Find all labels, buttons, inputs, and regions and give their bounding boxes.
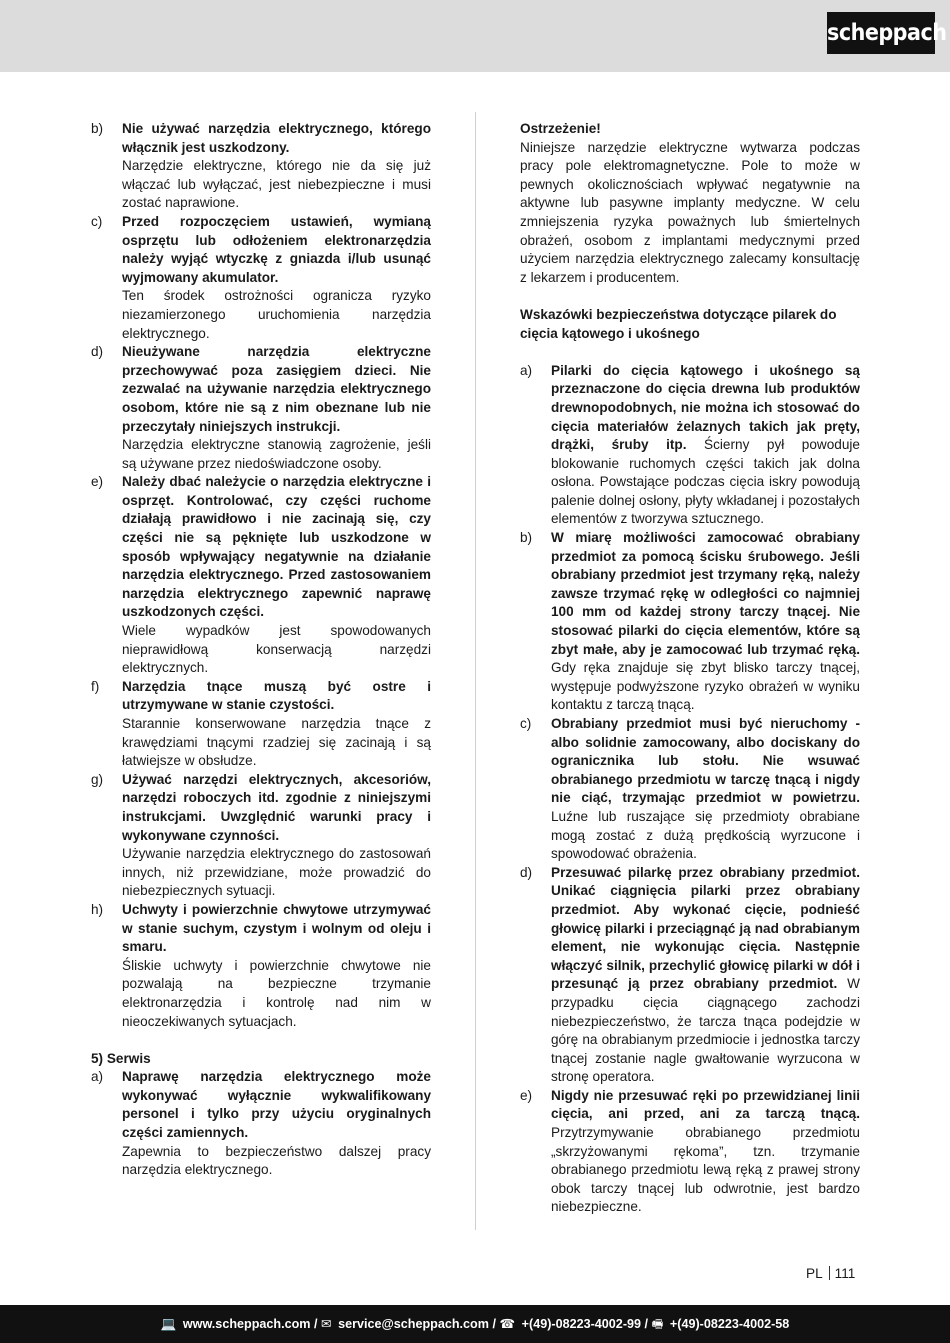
item-label: h) — [91, 901, 104, 917]
item-text: Narzędzie elektryczne, którego nie da się już włączać lub wyłączać, jest niebezpieczne i musi zostać naprawione. — [122, 158, 431, 211]
list-item — [520, 529, 860, 715]
page-lang: PL — [806, 1266, 823, 1281]
item-label: d) — [91, 344, 104, 360]
right-column — [520, 120, 860, 1217]
list-item — [520, 715, 860, 864]
item-text: Używanie narzędzia elektrycznego do zastosowań innych, niż przewidziane, może prowadzić do niebezpiecznych sytuacji. — [122, 846, 431, 899]
page-number — [806, 1266, 855, 1281]
item-heading: Narzędzia tnące muszą być ostre i utrzymywane w stanie czystości. — [122, 678, 431, 713]
item-text: Starannie konserwowane narzędzia tnące z krawędziami tnącymi rzadziej się zacinają i są łatwiejsze w obsłudze. — [122, 716, 431, 769]
item-label: e) — [91, 474, 104, 490]
item-label: f) — [91, 678, 100, 694]
list-item — [91, 901, 431, 1031]
item-heading: Nieużywane narzędzia elektryczne przechowywać poza zasięgiem dzieci. Nie zezwalać na używanie narzędzia elektrycznego osobom, które nie są z nim obeznane lub nie przeczytały niniejszych instrukcji. — [122, 344, 431, 434]
item-heading: Nie używać narzędzia elektrycznego, którego włącznik jest uszkodzony. — [122, 121, 431, 155]
list-item — [91, 678, 431, 771]
warning-text: Niniejsze narzędzie elektryczne wytwarza podczas pracy pole elektromagnetyczne. Pole to może w pewnych okolicznościach wpływać negatywnie na aktywne lub pasywne implanty medyczne. W celu zmniejszenia ryzyka poważnych lub śmiertelnych obrażeń, osobom z implantami medycznymi przed użyciem narzędzia elektrycznego zalecamy konsultację z lekarzem i producentem. — [520, 139, 860, 285]
page-num: 111 — [834, 1266, 856, 1281]
list-item — [91, 473, 431, 678]
item-heading: Należy dbać należycie o narzędzia elektryczne i osprzęt. Kontrolować, czy części ruchome działają prawidłowo i nie zacinają się, czy części nie są pęknięte lub uszkodzone w sposób wpływający negatywnie na działanie narzędzia elektrycznego. Przed zastosowaniem narzędzia elektrycznego zapewnić naprawę uszkodzonych części. — [122, 474, 431, 620]
column-divider — [475, 112, 476, 1230]
item-label: c) — [520, 716, 532, 731]
list-item — [91, 343, 431, 473]
list-item — [91, 213, 431, 343]
item-text: Narzędzia elektryczne stanowią zagrożenie, jeśli są używane przez niedoświadczone osoby. — [122, 437, 431, 471]
item-heading: Naprawę narzędzia elektrycznego może wykonywać wyłącznie wykwalifikowany personel i tylko przy użyciu oryginalnych części zamiennych. — [122, 1069, 431, 1141]
page-footer — [0, 1305, 950, 1343]
item-text: Gdy ręka znajduje się zbyt blisko tarczy tnącej, występuje podwyższone ryzyko obrażeń w wyniku kontaktu z tarczą tnącą. — [551, 660, 860, 713]
item-text: W przypadku cięcia ciągnącego zachodzi niebezpieczeństwo, że tarcza tnąca podejdzie w górę na obrabianym przedmiocie i jednostka tarczy tnącej zostanie nagle gwałtowanie wyrzucona w stronę operatora. — [551, 976, 860, 1085]
item-label: e) — [520, 1087, 533, 1103]
footer-phone: +(49)-08223-4002-99 / — [521, 1317, 649, 1331]
fax-icon: 🖷 — [651, 1317, 664, 1331]
left-column — [91, 120, 431, 1180]
item-label: a) — [520, 362, 533, 378]
page-header — [0, 0, 950, 72]
list-item — [91, 771, 431, 901]
list-item — [91, 1068, 431, 1180]
list-item — [520, 1087, 860, 1217]
item-heading: Przed rozpoczęciem ustawień, wymianą osprzętu lub odłożeniem elektronarzędzia należy wyjąć wtyczkę z gniazda i/lub usunąć wyjmowany akumulator. — [122, 213, 431, 285]
item-heading: Przesuwać pilarkę przez obrabiany przedmiot. Unikać ciągnięcia pilarki przez obrabiany przedmiot. Aby wykonać cięcie, podnieść głowicę pilarki i przeciągnąć ją nad obrabianym element, nie wykonując cięcia. Następnie włączyć silnik, przechylić głowicę pilarki w dół i przesunąć ją przez obrabiany przedmiot. — [551, 864, 860, 992]
section-title: 5) Serwis — [91, 1050, 151, 1066]
mail-icon: ✉ — [321, 1317, 332, 1331]
warning-title: Ostrzeżenie! — [520, 121, 601, 136]
item-heading: Używać narzędzi elektrycznych, akcesoriów, narzędzi roboczych itd. zgodnie z niniejszymi instrukcjami. Uwzględnić warunki pracy i wykonywane czynności. — [122, 771, 431, 843]
item-text: Ścierny pył powoduje blokowanie ruchomych części takich jak dolna osłona. Powstające podczas cięcia iskry powodują palenie dolnej osłony, płyty wkładanej i pozostałych elementów z tworzywa sztucznego. — [551, 437, 860, 527]
footer-email[interactable]: service@scheppach.com / — [338, 1317, 496, 1331]
item-text: Przytrzymywanie obrabianego przedmiotu „skrzyżowanymi rękoma”, tzn. trzymanie obrabianego przedmiotu lewą ręką z prawej strony obok tarczy tnącej lub odwrotnie, jest bardzo niebezpieczne. — [551, 1125, 860, 1215]
item-text: Zapewnia to bezpieczeństwo dalszej pracy narzędzia elektrycznego. — [122, 1143, 431, 1178]
item-heading: Uchwyty i powierzchnie chwytowe utrzymywać w stanie suchym, czystym i wolnym od oleju i smaru. — [122, 901, 431, 955]
list-item — [520, 864, 860, 1087]
item-heading: Pilarki do cięcia kątowego i ukośnego są przeznaczone do cięcia drewna lub produktów drewnopodobnych, nie można ich stosować do cięcia materiałów żelaznych takich jak pręty, drążki, śruby itp. — [551, 362, 860, 453]
footer-website[interactable]: www.scheppach.com / — [182, 1317, 318, 1331]
item-heading: W miarę możliwości zamocować obrabiany przedmiot za pomocą ścisku śrubowego. Jeśli obrabiany przedmiot jest trzymany ręką, należy zawsze trzymać rękę w odległości co najmniej 100 mm od każdej strony tarczy tnącej. Nie stosować pilarki do cięcia elementów, które są zbyt małe, aby je zamocować lub trzymać ręką. — [551, 530, 860, 657]
section-title: Wskazówki bezpieczeństwa dotyczące pilarek do cięcia kątowego i ukośnego — [520, 306, 837, 341]
item-text: Wiele wypadków jest spowodowanych nieprawidłową konserwacją narzędzi elektrycznych. — [122, 623, 431, 676]
footer-fax: +(49)-08223-4002-58 — [669, 1317, 790, 1331]
item-text: Ten środek ostrożności ogranicza ryzyko niezamierzonego uruchomienia narzędzia elektrycznego. — [122, 288, 431, 341]
item-heading: Nigdy nie przesuwać ręki po przewidzianej linii cięcia, ani przed, ani za tarczą tnącą. — [551, 1087, 860, 1122]
item-label: g) — [91, 771, 104, 787]
item-label: b) — [91, 121, 104, 136]
item-label: d) — [520, 864, 533, 880]
item-text: Luźne lub ruszające się przedmioty obrabiane mogą zostać z dużą prędkością wyrzucone i spowodować obrażenia. — [551, 808, 860, 862]
item-heading: Obrabiany przedmiot musi być nieruchomy - albo solidnie zamocowany, albo dociskany do ogranicznika lub stołu. Nie wsuwać obrabianego przedmiotu w tarczę tnącą i nigdy nie ciąć, trzymając przedmiot w powietrzu. — [551, 716, 860, 806]
list-item — [520, 362, 860, 529]
item-label: b) — [520, 530, 533, 546]
scheppach-logo: scheppach — [827, 12, 935, 54]
list-item — [91, 120, 431, 213]
item-label: c) — [91, 213, 103, 229]
computer-icon: 💻 — [160, 1317, 177, 1331]
phone-icon: ☎ — [499, 1317, 516, 1331]
item-text: Śliskie uchwyty i powierzchnie chwytowe nie pozwalają na bezpieczne trzymanie elektronarzędzia i kontrolę nad nim w nieoczekiwanych sytuacjach. — [122, 957, 431, 1029]
item-label: a) — [91, 1069, 104, 1085]
